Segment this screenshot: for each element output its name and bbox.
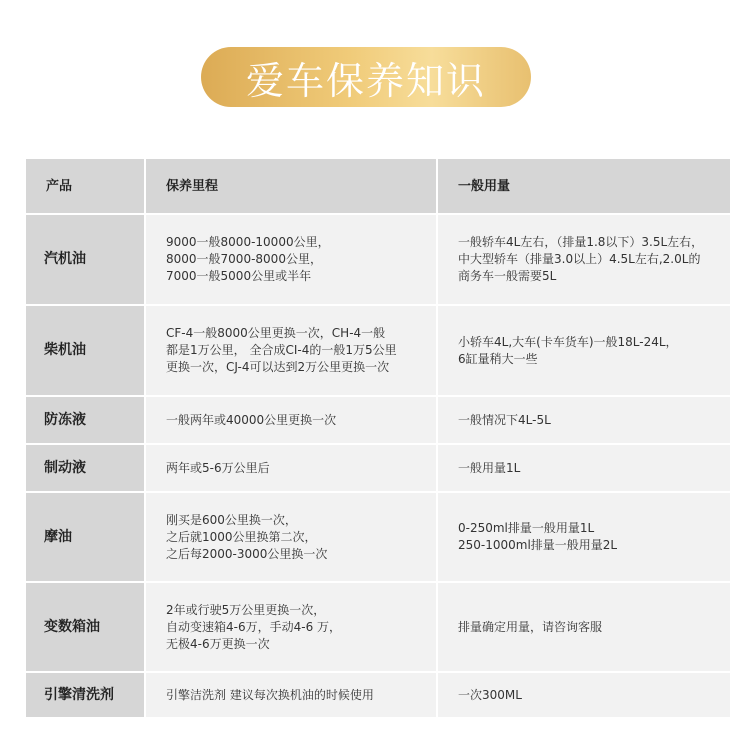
- usage-line: 商务车一般需要5L: [458, 269, 557, 283]
- mileage-line: 7000一般5000公里或半年: [166, 269, 312, 283]
- mileage-line: 更换一次，CJ-4可以达到2万公里更换一次: [166, 360, 390, 374]
- table-row: [25, 672, 731, 718]
- table-header-row: [25, 158, 731, 214]
- usage-line: 250-1000ml排量一般用量2L: [458, 538, 618, 552]
- product-cell: 变数箱油: [25, 582, 145, 672]
- usage-line: 中大型轿车（排量3.0以上）4.5L左右,2.0L的: [458, 252, 701, 266]
- usage-cell: [437, 444, 731, 492]
- usage-cell: [437, 214, 731, 305]
- mileage-line: 刚买是600公里换一次，: [166, 512, 297, 527]
- mileage-cell: [145, 582, 437, 672]
- mileage-cell: [145, 305, 437, 396]
- mileage-cell: [145, 492, 437, 582]
- mileage-line: 之后就1000公里换第二次，: [166, 529, 317, 544]
- usage-line: 6缸量稍大一些: [458, 351, 538, 366]
- product-cell: 防冻液: [25, 396, 145, 444]
- mileage-line: 一般两年或40000公里更换一次: [166, 412, 337, 427]
- product-cell: 引擎清洗剂: [25, 672, 145, 718]
- product-cell: 柴机油: [25, 305, 145, 396]
- usage-cell: [437, 672, 731, 718]
- usage-cell: [437, 305, 731, 396]
- mileage-cell: [145, 396, 437, 444]
- table-row: [25, 305, 731, 396]
- table-row: [25, 396, 731, 444]
- usage-cell: [437, 396, 731, 444]
- usage-line: 一般用量1L: [458, 460, 521, 475]
- header-usage: 一般用量: [437, 158, 731, 214]
- table-row: [25, 492, 731, 582]
- table-row: [25, 214, 731, 305]
- mileage-line: 都是1万公里， 全合成CI-4的一般1万5公里: [166, 343, 397, 357]
- mileage-line: 引擎洁洗剂 建议每次换机油的时候使用: [166, 687, 374, 702]
- mileage-line: 之后每2000-3000公里换一次: [166, 546, 328, 561]
- table-row: [25, 582, 731, 672]
- header-mileage: 保养里程: [145, 158, 437, 214]
- mileage-line: 8000一般7000-8000公里，: [166, 252, 322, 266]
- usage-line: 一般轿车4L左右，（排量1.8以下）3.5L左右，: [458, 235, 704, 249]
- page-title: 爱车保养知识: [245, 58, 486, 103]
- mileage-cell: [145, 672, 437, 718]
- mileage-line: 两年或5-6万公里后: [166, 460, 270, 475]
- table-row: [25, 444, 731, 492]
- title-banner: [201, 47, 531, 107]
- mileage-line: 2年或行驶5万公里更换一次，: [166, 602, 326, 617]
- mileage-line: 自动变速箱4-6万，手动4-6 万，: [166, 619, 342, 634]
- usage-line: 一般情况下4L-5L: [458, 412, 551, 427]
- maintenance-table: [24, 157, 732, 719]
- product-cell: 摩油: [25, 492, 145, 582]
- usage-line: 小轿车4L,大车(卡车货车)一般18L-24L，: [458, 334, 678, 349]
- usage-line: 0-250ml排量一般用量1L: [458, 521, 595, 535]
- mileage-line: CF-4一般8000公里更换一次，CH-4一般: [166, 326, 386, 340]
- header-product: 产品: [25, 158, 145, 214]
- product-cell: 制动液: [25, 444, 145, 492]
- mileage-cell: [145, 444, 437, 492]
- mileage-cell: [145, 214, 437, 305]
- usage-line: 一次300ML: [458, 687, 522, 702]
- usage-cell: [437, 582, 731, 672]
- mileage-line: 9000一般8000-10000公里，: [166, 235, 330, 249]
- product-cell: 汽机油: [25, 214, 145, 305]
- usage-cell: [437, 492, 731, 582]
- mileage-line: 无极4-6万更换一次: [166, 636, 270, 651]
- usage-line: 排量确定用量，请咨询客服: [458, 619, 603, 634]
